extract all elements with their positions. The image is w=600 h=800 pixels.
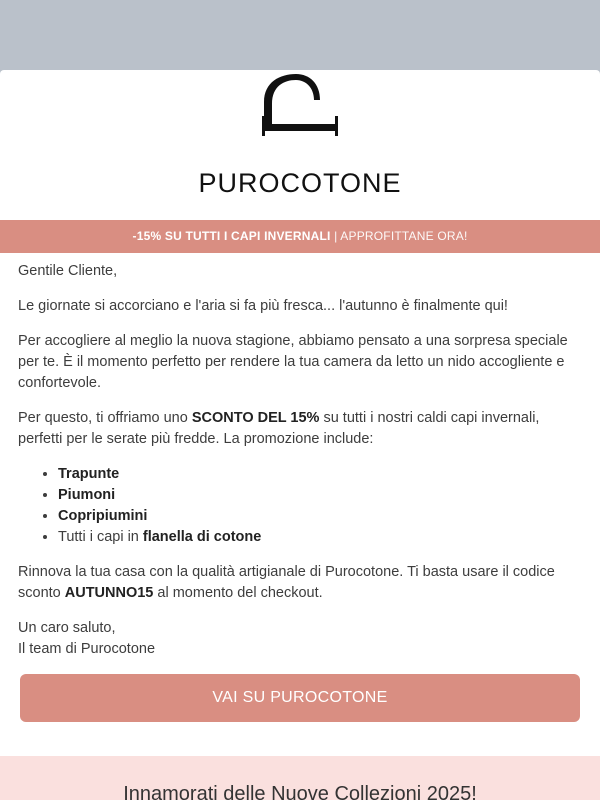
offer-text-before: Per questo, ti offriamo uno xyxy=(18,410,192,426)
rotated-p-monogram-icon xyxy=(260,72,340,152)
email-client-background xyxy=(0,0,600,70)
promo-banner[interactable] xyxy=(0,220,600,253)
offer-text-after: su tutti i nostri caldi capi invernali, perfetti per le serate più fredde. La promozione include: xyxy=(18,410,540,447)
brand-header xyxy=(0,70,600,220)
signoff xyxy=(18,618,582,660)
greeting: Gentile Cliente, xyxy=(18,263,118,279)
paragraph-offer xyxy=(18,408,582,450)
collections-title: Innamorati delle Nuove Collezioni 2025! xyxy=(123,783,477,800)
promo-separator: | xyxy=(330,229,341,243)
promo-product-list xyxy=(18,464,582,548)
signoff-line-2: Il team di Purocotone xyxy=(18,641,156,657)
list-item-label: flanella di cotone xyxy=(142,529,262,545)
visit-store-button[interactable]: VAI SU PUROCOTONE xyxy=(20,674,580,722)
email-card xyxy=(0,70,600,800)
brand-name: PUROCOTONE xyxy=(198,168,402,198)
list-item-label: Copripiumini xyxy=(58,508,148,524)
paragraph-season: Per accogliere al meglio la nuova stagione, abbiamo pensato a una sorpresa speciale per te. È il momento perfetto per rendere la tua camera da letto un nido accogliente e confortevole. xyxy=(18,333,568,391)
promo-cta-text: APPROFITTANE ORA! xyxy=(340,229,468,243)
list-item-label: Trapunte xyxy=(58,466,120,482)
paragraph-intro: Le giornate si accorciano e l'aria si fa più fresca... l'autunno è finalmente qui! xyxy=(18,298,508,314)
promo-strong-text: -15% SU TUTTI I CAPI INVERNALI xyxy=(132,229,331,243)
list-item-prefix: Tutti i capi in xyxy=(58,529,143,545)
collections-section xyxy=(0,756,600,800)
list-item xyxy=(58,464,582,485)
signoff-line-1: Un caro saluto, xyxy=(18,620,116,636)
email-body xyxy=(0,253,600,660)
code-text-before: Rinnova la tua casa con la qualità artigianale di Purocotone. Ti basta usare il codice sconto xyxy=(18,564,555,601)
paragraph-code xyxy=(18,562,582,604)
list-item xyxy=(58,527,582,548)
discount-highlight: SCONTO DEL 15% xyxy=(191,410,320,426)
code-text-after: al momento del checkout. xyxy=(153,585,323,601)
discount-code: AUTUNNO15 xyxy=(64,585,154,601)
list-item xyxy=(58,485,582,506)
list-item xyxy=(58,506,582,527)
list-item-label: Piumoni xyxy=(58,487,116,503)
